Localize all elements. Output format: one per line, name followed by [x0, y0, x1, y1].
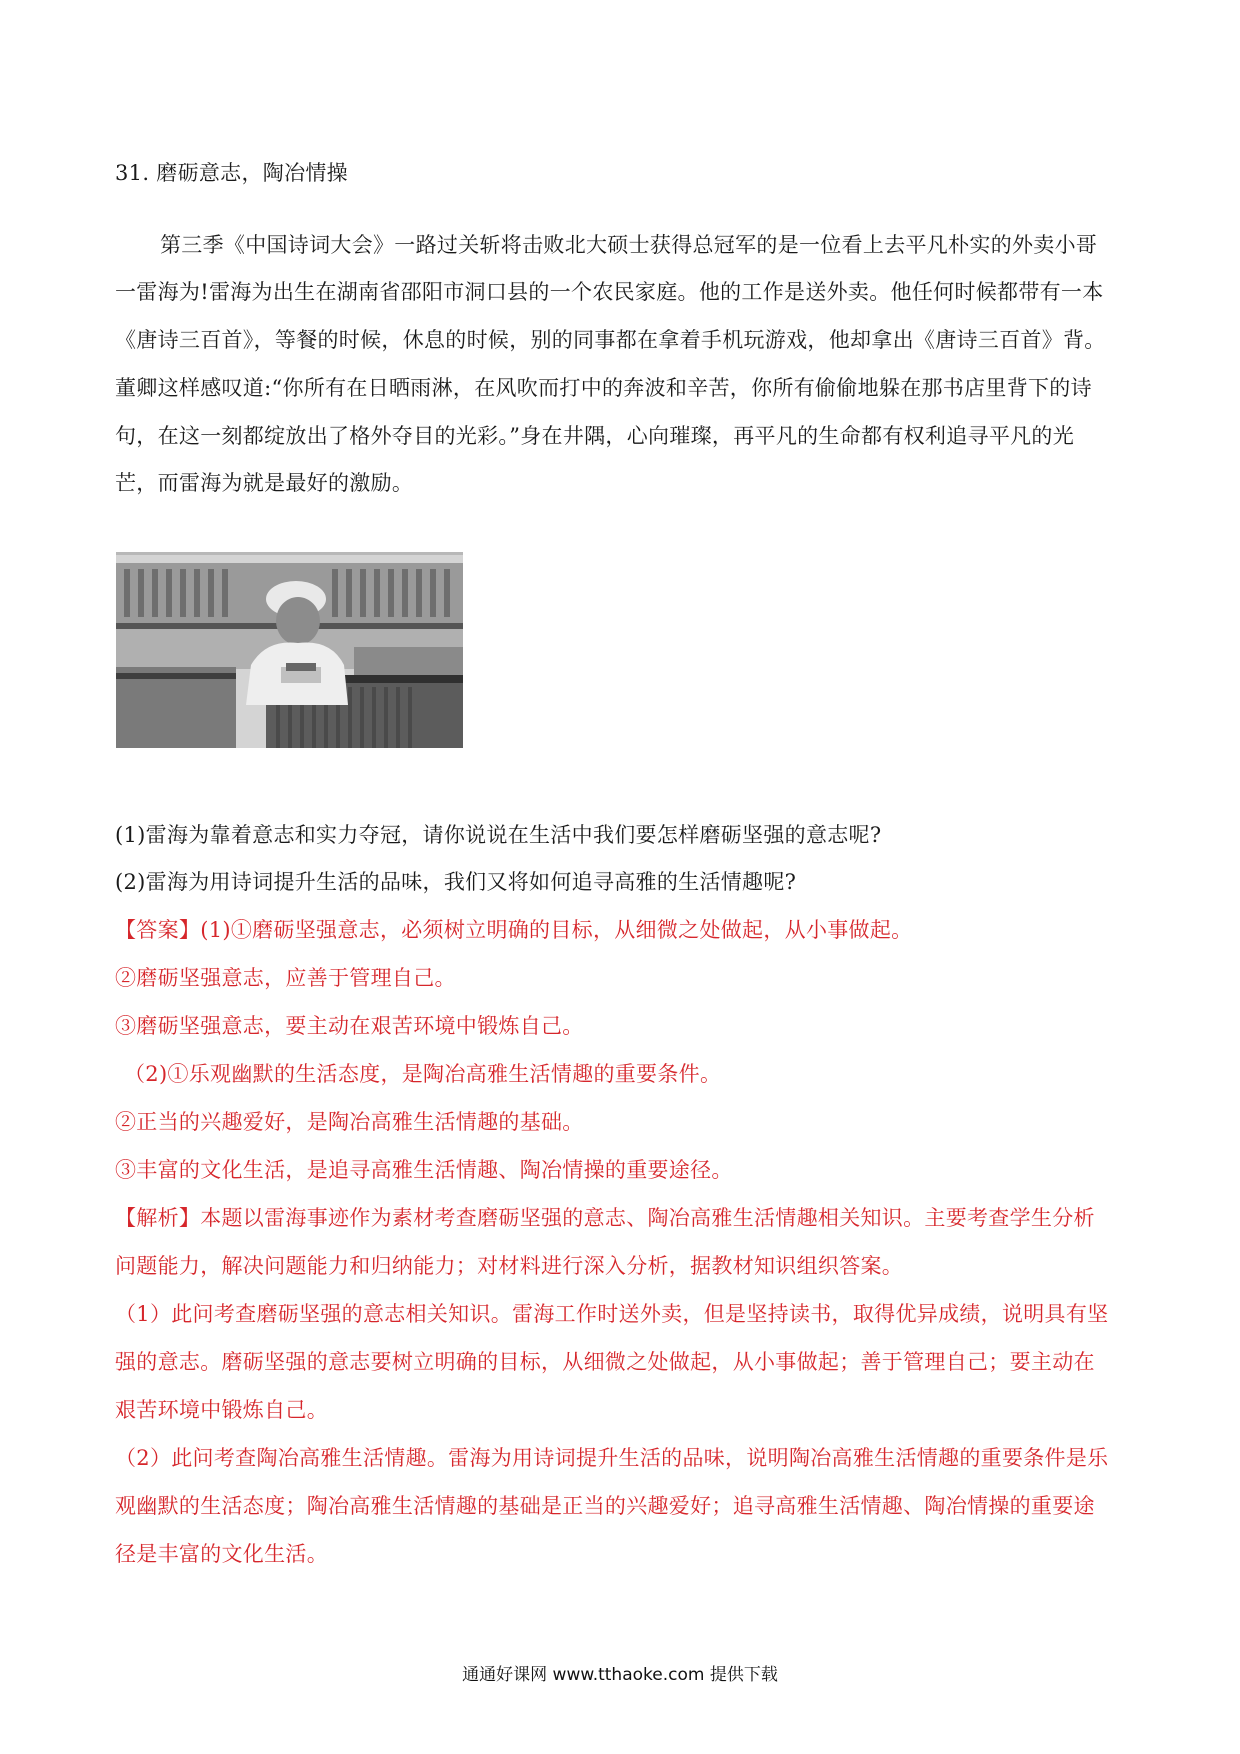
photo-delivery-man-in-bookstore [116, 552, 463, 748]
passage-line: 董卿这样感叹道:“你所有在日晒雨淋，在风吹而打中的奔波和辛苦，你所有偷偷地躲在那书店里背下的诗 [115, 376, 1092, 400]
answer-line: ②磨砺坚强意志，应善于管理自己。 [115, 966, 456, 990]
sub-question-1: (1)雷海为靠着意志和实力夺冠，请你说说在生活中我们要怎样磨砺坚强的意志呢? [115, 823, 882, 847]
analysis-line: 强的意志。磨砺坚强的意志要树立明确的目标，从细微之处做起，从小事做起；善于管理自己；要主动在 [115, 1350, 1095, 1374]
answer-line: ②正当的兴趣爱好，是陶冶高雅生活情趣的基础。 [115, 1110, 584, 1134]
analysis-line: 观幽默的生活态度；陶冶高雅生活情趣的基础是正当的兴趣爱好；追寻高雅生活情趣、陶冶情操的重要途 [115, 1494, 1095, 1518]
answer-line: （2)①乐观幽默的生活态度，是陶冶高雅生活情趣的重要条件。 [124, 1062, 722, 1086]
analysis-line: 问题能力，解决问题能力和归纳能力；对材料进行深入分析，据教材知识组织答案。 [115, 1254, 904, 1278]
analysis-line: 径是丰富的文化生活。 [115, 1542, 328, 1566]
passage-line: 一雷海为!雷海为出生在湖南省邵阳市洞口县的一个农民家庭。他的工作是送外卖。他任何时候都带有一本 [115, 280, 1104, 304]
analysis-line: 艰苦环境中锻炼自己。 [115, 1398, 328, 1422]
analysis-line: （2）此问考查陶冶高雅生活情趣。雷海为用诗词提升生活的品味，说明陶冶高雅生活情趣的重要条件是乐 [115, 1446, 1109, 1470]
question-title: 31. 磨砺意志，陶冶情操 [115, 161, 348, 185]
answer-line: 【答案】(1)①磨砺坚强意志，必须树立明确的目标，从细微之处做起，从小事做起。 [115, 918, 913, 942]
passage-line: 芒，而雷海为就是最好的激励。 [115, 471, 414, 495]
analysis-line: 【解析】本题以雷海事迹作为素材考查磨砺坚强的意志、陶冶高雅生活情趣相关知识。主要考查学生分析 [115, 1206, 1095, 1230]
passage-line: 句，在这一刻都绽放出了格外夺目的光彩。”身在井隅，心向璀璨，再平凡的生命都有权利追寻平凡的光 [115, 424, 1075, 448]
passage-line: 第三季《中国诗词大会》一路过关斩将击败北大硕士获得总冠军的是一位看上去平凡朴实的外卖小哥 [160, 233, 1098, 257]
page-footer: 通通好课网 www.tthaoke.com 提供下载 [462, 1665, 778, 1685]
sub-question-2: (2)雷海为用诗词提升生活的品味，我们又将如何追寻高雅的生活情趣呢? [115, 870, 797, 894]
answer-line: ③磨砺坚强意志，要主动在艰苦环境中锻炼自己。 [115, 1014, 584, 1038]
passage-line: 《唐诗三百首》，等餐的时候，休息的时候，别的同事都在拿着手机玩游戏，他却拿出《唐诗三百首》背。 [115, 328, 1106, 352]
answer-line: ③丰富的文化生活，是追寻高雅生活情趣、陶冶情操的重要途径。 [115, 1158, 733, 1182]
analysis-line: （1）此问考查磨砺坚强的意志相关知识。雷海工作时送外卖，但是坚持读书，取得优异成绩，说明具有坚 [115, 1302, 1109, 1326]
